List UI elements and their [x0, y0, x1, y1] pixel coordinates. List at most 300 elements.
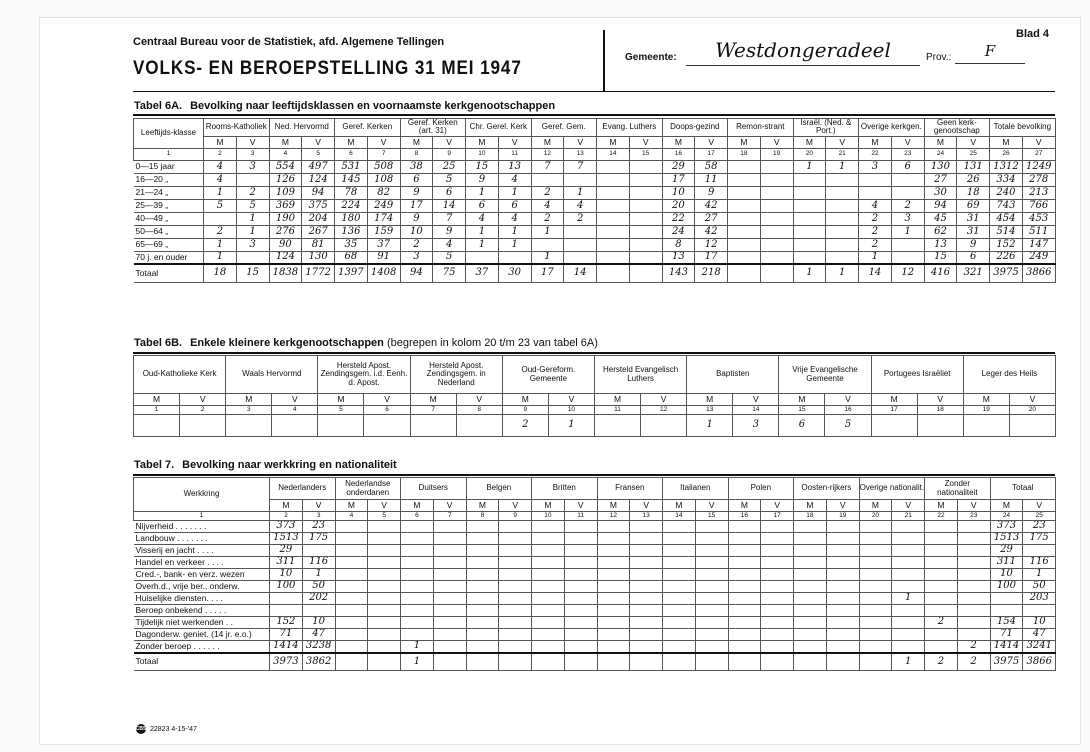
table6a-cell: 14: [433, 199, 466, 212]
table7-cell: [794, 557, 827, 569]
table6a-cell: 91: [367, 251, 400, 264]
table7-cell: [499, 533, 532, 545]
table7-cell: [925, 629, 958, 641]
table7-cell: [630, 545, 663, 557]
table6b-cell: 3: [733, 415, 779, 437]
table7-cell: [695, 617, 728, 629]
table7-colnum: 10: [532, 512, 565, 521]
table7-cell: 202: [302, 593, 335, 605]
table7-cell: [532, 641, 565, 653]
table6a-cell: [826, 238, 859, 251]
table7-total-cell: [499, 653, 532, 671]
table7-cell: [335, 605, 368, 617]
table6a-cell: 226: [990, 251, 1023, 264]
table6a-sex-m: M: [269, 136, 302, 148]
table-row: [134, 617, 1056, 629]
table6a-cell: 81: [302, 238, 335, 251]
table6a-row-label: 65—69 „: [134, 238, 204, 251]
table6b-sex-m: M: [963, 394, 1009, 406]
table6a-cell: 1: [564, 186, 597, 199]
table6b-cell: [226, 415, 272, 437]
table6a-cell: 131: [957, 160, 990, 173]
table7-total-cell: [663, 653, 696, 671]
table6a-cell: 82: [367, 186, 400, 199]
table6a-cell: 42: [695, 199, 728, 212]
table6b-cell: [272, 415, 318, 437]
table7-total-cell: 1: [892, 653, 925, 671]
table7-cell: [728, 545, 761, 557]
table6b-sex-v: V: [825, 394, 871, 406]
table7-cell: [1023, 545, 1056, 557]
table7-cell: [663, 557, 696, 569]
table7-cell: [695, 593, 728, 605]
table6a-cell: [826, 212, 859, 225]
table7-cell: [925, 641, 958, 653]
table7-cell: [532, 605, 565, 617]
table7-group-header: Zonder nationaliteit: [925, 478, 991, 500]
table7-sex-v: V: [761, 500, 794, 512]
table7-cell: [630, 521, 663, 533]
table6b-colnum: 2: [180, 406, 226, 415]
table7-cell: [335, 593, 368, 605]
table7-total-cell: [368, 653, 401, 671]
table7-cell: [826, 629, 859, 641]
table6a-colnum: 14: [597, 148, 630, 160]
table7-cell: [564, 617, 597, 629]
table7-cell: 152: [270, 617, 303, 629]
table7-colnum: 4: [335, 512, 368, 521]
table6a-cell: [760, 173, 793, 186]
table6a-cell: 94: [924, 199, 957, 212]
table7-cell: [499, 617, 532, 629]
table7-colnum: 16: [728, 512, 761, 521]
table-row: [134, 533, 1056, 545]
table6b-cell: 2: [502, 415, 548, 437]
table7-cell: [368, 569, 401, 581]
table6a-total-cell: 37: [466, 264, 499, 282]
form-title: VOLKS- EN BEROEPSTELLING 31 MEI 1947: [133, 58, 522, 79]
table7-cell: [597, 557, 630, 569]
table7-cell: [630, 641, 663, 653]
table6a-sex-m: M: [204, 136, 237, 148]
table6a-cell: [891, 251, 924, 264]
table6a-cell: [793, 173, 826, 186]
table6a-cell: 130: [924, 160, 957, 173]
table7-total-cell: [335, 653, 368, 671]
table7-cell: [957, 533, 990, 545]
table7-cell: [597, 641, 630, 653]
table7-cell: 100: [270, 581, 303, 593]
table6b-heading: [134, 337, 598, 349]
table6b-colnum: 16: [825, 406, 871, 415]
table-row: [134, 641, 1056, 653]
table6a-total-cell: 218: [695, 264, 728, 282]
table6a-group-header: Ned. Hervormd: [269, 119, 335, 137]
table7-cell: [761, 593, 794, 605]
table6a-cell: 6: [433, 186, 466, 199]
table7-cell: [925, 521, 958, 533]
table6a-row-label: 50—64 „: [134, 225, 204, 238]
table6a-cell: 2: [204, 225, 237, 238]
table6b-cell: 5: [825, 415, 871, 437]
table7-cell: [401, 581, 434, 593]
table6a-colnum: 15: [629, 148, 662, 160]
table7-cell: [892, 545, 925, 557]
table6a-cell: 180: [335, 212, 368, 225]
table7-colnum: 11: [564, 512, 597, 521]
table7-cell: [597, 593, 630, 605]
table7-cell: [826, 617, 859, 629]
table6a-cell: 4: [204, 160, 237, 173]
table7-group-header: Belgen: [466, 478, 532, 500]
table6a-cell: 17: [400, 199, 433, 212]
table7-group-header: Oosten-rijkers: [794, 478, 860, 500]
table6a-sex-m: M: [466, 136, 499, 148]
table6b-colnum: 13: [687, 406, 733, 415]
table7-cell: [270, 593, 303, 605]
table7-sex-m: M: [401, 500, 434, 512]
table7-cell: [466, 521, 499, 533]
table7-cell: [466, 569, 499, 581]
table7-cell: [794, 569, 827, 581]
table6a-code: Tabel 6A.: [134, 100, 183, 112]
table7-cell: [826, 545, 859, 557]
table6b-sex-v: V: [272, 394, 318, 406]
table7-cell: [761, 629, 794, 641]
table-row: [134, 173, 1056, 186]
table7-colnum: 7: [433, 512, 466, 521]
table7-cell: [728, 641, 761, 653]
table6a-group-header: Geref. Kerken: [335, 119, 401, 137]
table6a-cell: 6: [400, 173, 433, 186]
table6a-colnum: 20: [793, 148, 826, 160]
table6a-cell: 2: [859, 212, 892, 225]
table6a-cell: 514: [990, 225, 1023, 238]
table6b: [133, 355, 1056, 437]
table7-colnum: 22: [925, 512, 958, 521]
table6a-cell: [728, 186, 761, 199]
table7-cell: [925, 533, 958, 545]
table6a-cell: 27: [924, 173, 957, 186]
table6a-cell: 58: [695, 160, 728, 173]
table6a-total-cell: 18: [204, 264, 237, 282]
table6b-colnum: 4: [272, 406, 318, 415]
table6b-group-header: Leger des Heils: [963, 356, 1055, 394]
table7-row-label: Landbouw . . . . . . .: [134, 533, 270, 545]
table6a-rule: [133, 114, 1055, 116]
table6a-sex-v: V: [629, 136, 662, 148]
table6a-cell: 190: [269, 212, 302, 225]
header-divider: [603, 30, 605, 92]
table6b-colnum: 17: [871, 406, 917, 415]
table7-cell: [794, 605, 827, 617]
table6a-group-header: Geref. Kerken (art. 31): [400, 119, 466, 137]
table7-cell: 203: [1023, 593, 1056, 605]
table6a-cell: [236, 173, 269, 186]
table-row: [134, 238, 1056, 251]
table6b-sex-m: M: [134, 394, 180, 406]
table7-cell: [728, 629, 761, 641]
table6a-row-label: 25—39 „: [134, 199, 204, 212]
table7-cell: [597, 533, 630, 545]
table6a-cell: 5: [433, 251, 466, 264]
table7-row-label: Tijdelijk niet werkenden . .: [134, 617, 270, 629]
table6b-cell: 1: [687, 415, 733, 437]
total-row: [134, 264, 1056, 282]
table6b-sex-m: M: [502, 394, 548, 406]
table7-cell: [728, 605, 761, 617]
table6a-cell: 4: [564, 199, 597, 212]
table6a-total-cell: 14: [564, 264, 597, 282]
table6a-cell: 15: [924, 251, 957, 264]
table7-cell: [957, 569, 990, 581]
table6a-cell: [597, 212, 630, 225]
table6a-cell: 1: [236, 212, 269, 225]
table-row: [134, 605, 1056, 617]
table6a-cell: 2: [859, 238, 892, 251]
table7-cell: [794, 533, 827, 545]
table7-group-header: Overige nationalit.: [859, 478, 925, 500]
table6a-cell: [564, 238, 597, 251]
table6a-cell: 45: [924, 212, 957, 225]
table6a-total-cell: [629, 264, 662, 282]
table6a-cell: 3: [236, 238, 269, 251]
table7-cell: [630, 593, 663, 605]
table6a-cell: 147: [1022, 238, 1055, 251]
table7-cell: [368, 593, 401, 605]
table6b-sex-m: M: [226, 394, 272, 406]
table6a-total-cell: 321: [957, 264, 990, 282]
table7-cell: [663, 641, 696, 653]
table6b-cell: 6: [779, 415, 825, 437]
table6a-sex-m: M: [335, 136, 368, 148]
table6a-title: Bevolking naar leeftijdsklassen en voornaamste kerkgenootschappen: [190, 100, 556, 112]
table6a-cell: 69: [957, 199, 990, 212]
table6a-cell: 26: [957, 173, 990, 186]
table7-cell: [695, 533, 728, 545]
table6b-code: Tabel 6B.: [134, 337, 183, 349]
table6a-cell: [728, 173, 761, 186]
table7-cell: [335, 569, 368, 581]
table7-cell: [761, 545, 794, 557]
table7-cell: [859, 581, 892, 593]
table6a-cell: [859, 173, 892, 186]
table6a-cell: 90: [269, 238, 302, 251]
table-row: [134, 521, 1056, 533]
table6a-cell: 249: [367, 199, 400, 212]
table7-cell: [826, 641, 859, 653]
table-row: [134, 569, 1056, 581]
table6b-group-header: Vrije Evangelische Gemeente: [779, 356, 871, 394]
table6a-cell: [760, 225, 793, 238]
table6a-cell: [793, 225, 826, 238]
table6a-cell: [629, 225, 662, 238]
table7-cell: [794, 593, 827, 605]
table6b-group-header: Hersteld Apost. Zendingsgem. in Nederland: [410, 356, 502, 394]
table6b-colnum: 15: [779, 406, 825, 415]
table6a-sex-m: M: [793, 136, 826, 148]
table7-cell: [466, 545, 499, 557]
table6a-colnum: 26: [990, 148, 1023, 160]
table7-cell: [532, 581, 565, 593]
table7-cell: [663, 605, 696, 617]
table7-cell: [564, 629, 597, 641]
table7-cell: [859, 629, 892, 641]
table6b-colnum: 12: [641, 406, 687, 415]
table7-cell: [728, 581, 761, 593]
table6a-cell: 108: [367, 173, 400, 186]
table7-cell: [892, 629, 925, 641]
form-header: [133, 34, 603, 84]
table7-group-header: Italianen: [663, 478, 729, 500]
table-row: [134, 199, 1056, 212]
table6a-cell: [597, 225, 630, 238]
table7-cell: [892, 617, 925, 629]
table6a-cell: 2: [236, 186, 269, 199]
table7-code: Tabel 7.: [134, 459, 175, 471]
table6a-row-label: 0—15 jaar: [134, 160, 204, 173]
table6a-cell: 6: [466, 199, 499, 212]
table6b-cell: [641, 415, 687, 437]
table7-cell: [957, 593, 990, 605]
table6a-cell: 5: [204, 199, 237, 212]
table6a-cell: 1: [498, 238, 531, 251]
table6b-sex-v: V: [180, 394, 226, 406]
table7-cell: [826, 521, 859, 533]
table7-cell: [826, 605, 859, 617]
table6a-colnum: 22: [859, 148, 892, 160]
table7-row-label: Overh.d., vrije ber., onderw.: [134, 581, 270, 593]
table6a-group-header: Geref. Gem.: [531, 119, 597, 137]
table6a-cell: 78: [335, 186, 368, 199]
table7-total-cell: [728, 653, 761, 671]
table7-cell: [433, 629, 466, 641]
table7-cell: 116: [1023, 557, 1056, 569]
table7-cell: [532, 593, 565, 605]
table6a-cell: 15: [466, 160, 499, 173]
table7-cell: [564, 521, 597, 533]
table7-cell: [794, 629, 827, 641]
table6a-cell: 2: [891, 199, 924, 212]
table7-total-cell: [433, 653, 466, 671]
gemeente-value: Westdongeradeel: [686, 38, 920, 66]
table7-cell: [499, 593, 532, 605]
table6b-sex-m: M: [594, 394, 640, 406]
table7-row-label: Huiselijke diensten. . . .: [134, 593, 270, 605]
table6a-cell: 174: [367, 212, 400, 225]
table7-colnum: 6: [401, 512, 434, 521]
table7-cell: [368, 581, 401, 593]
table6a-cell: 22: [662, 212, 695, 225]
table6a-cell: 267: [302, 225, 335, 238]
table7-cell: [564, 557, 597, 569]
table7-total-cell: [597, 653, 630, 671]
table7-cell: [401, 557, 434, 569]
table6a-cell: 334: [990, 173, 1023, 186]
table7-cell: [663, 629, 696, 641]
table6a-cell: [793, 212, 826, 225]
table6a-total-cell: 1397: [335, 264, 368, 282]
table6b-cell: [180, 415, 226, 437]
table6b-sex-m: M: [687, 394, 733, 406]
table7-cell: [630, 617, 663, 629]
table6b-cell: [963, 415, 1009, 437]
table7-sex-v: V: [302, 500, 335, 512]
table6a-cell: 766: [1022, 199, 1055, 212]
table6a-sex-m: M: [924, 136, 957, 148]
table6a-cell: [760, 251, 793, 264]
table7-sex-v: V: [1023, 500, 1056, 512]
table7-cell: [826, 581, 859, 593]
table7-cell: [564, 545, 597, 557]
table7-cell: 154: [990, 617, 1023, 629]
table7-cell: 47: [302, 629, 335, 641]
table6b-sex-m: M: [410, 394, 456, 406]
table6a-cell: 1: [466, 186, 499, 199]
table7-cell: [368, 545, 401, 557]
table6b-sex-v: V: [641, 394, 687, 406]
table7-total-cell: [761, 653, 794, 671]
table6a-row-label: 70 j. en ouder: [134, 251, 204, 264]
table6b-cell: [318, 415, 364, 437]
table6a-cell: 7: [433, 212, 466, 225]
table6a-cell: 204: [302, 212, 335, 225]
table7-cell: [335, 629, 368, 641]
table6a-cell: 8: [662, 238, 695, 251]
table6a-cell: 130: [302, 251, 335, 264]
table6a-cell: 7: [564, 160, 597, 173]
table6a-cell: [498, 251, 531, 264]
table7-cell: [270, 605, 303, 617]
table6b-sex-m: M: [871, 394, 917, 406]
table6b-colnum: 7: [410, 406, 456, 415]
table7-title: Bevolking naar werkkring en nationaliteit: [182, 459, 397, 471]
table7-cell: 1: [401, 641, 434, 653]
table7-sex-m: M: [663, 500, 696, 512]
table7-cell: [401, 545, 434, 557]
table6a-cell: [564, 251, 597, 264]
table7-sex-v: V: [564, 500, 597, 512]
table6a-sex-m: M: [859, 136, 892, 148]
table7-cell: [466, 641, 499, 653]
table7-cell: [335, 533, 368, 545]
table6a-cell: [728, 160, 761, 173]
table7-cell: [532, 617, 565, 629]
table7-cell: [564, 581, 597, 593]
table7-cell: [433, 605, 466, 617]
table6a-colnum: 8: [400, 148, 433, 160]
table7-cell: [728, 617, 761, 629]
table7-cell: [695, 605, 728, 617]
table6a-colnum: 18: [728, 148, 761, 160]
table7-cell: [663, 593, 696, 605]
table7-cell: [630, 581, 663, 593]
table6a-cell: [629, 199, 662, 212]
table6a-cell: 4: [466, 212, 499, 225]
table7-cell: [433, 533, 466, 545]
table7-cell: [335, 557, 368, 569]
table7-total-cell: [532, 653, 565, 671]
table7-cell: [892, 557, 925, 569]
table6a-cell: [760, 160, 793, 173]
table6a-sex-m: M: [728, 136, 761, 148]
table6a-group-header: Overige kerkgen.: [859, 119, 925, 137]
table6a-cell: 38: [400, 160, 433, 173]
table6a-cell: [531, 173, 564, 186]
table7-total-cell: 3862: [302, 653, 335, 671]
table7-cell: 29: [990, 545, 1023, 557]
table6a-colnum: 13: [564, 148, 597, 160]
